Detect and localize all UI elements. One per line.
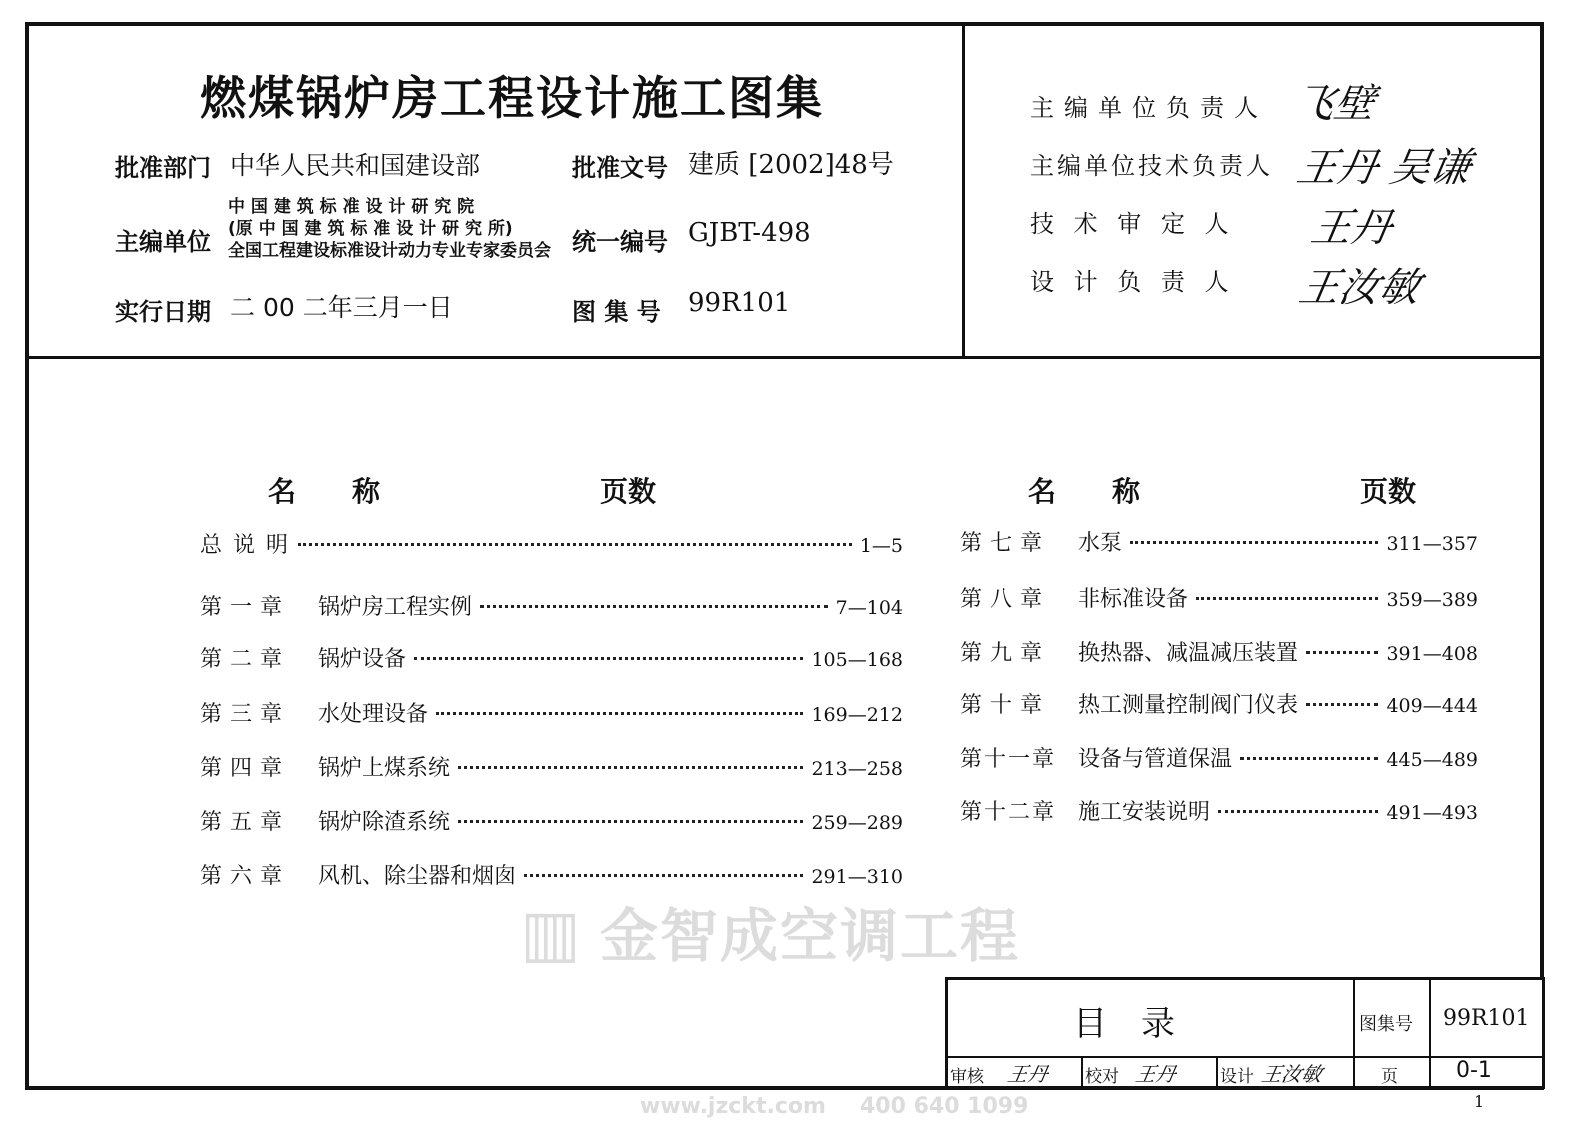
leader-dots xyxy=(524,874,803,877)
responsible-label: 主编单位负责人 xyxy=(1030,94,1268,122)
toc-row xyxy=(200,697,903,728)
toc-pages: 391—408 xyxy=(1386,643,1478,665)
toc-name: 水泵 xyxy=(1078,531,1123,556)
editor-units xyxy=(228,196,551,262)
toc-row xyxy=(200,751,903,782)
toc-chapter: 第一章 xyxy=(200,595,291,620)
watermark-url: www.jzckt.com xyxy=(640,1094,826,1119)
toc-row xyxy=(200,528,903,559)
toc-name: 非标准设备 xyxy=(1078,587,1189,612)
toc-pages: 491—493 xyxy=(1386,802,1478,824)
toc-pages: 445—489 xyxy=(1386,749,1478,771)
toc-chapter: 第八章 xyxy=(960,587,1051,612)
sheet-title: 目 录 xyxy=(1073,1004,1175,1044)
leader-dots xyxy=(1130,541,1378,544)
page-no: 0-1 xyxy=(1456,1058,1492,1083)
atlas-no-label: 图集号 xyxy=(1359,1014,1413,1035)
toc-name-header: 名 称 xyxy=(1028,475,1141,508)
signature: 飞壁 xyxy=(1290,81,1379,127)
toc-row xyxy=(960,688,1478,719)
toc-pages: 291—310 xyxy=(811,866,903,888)
watermark-name: 金智成空调工程 xyxy=(600,902,1021,970)
toc-row xyxy=(200,805,903,836)
leader-dots xyxy=(1306,703,1378,706)
atlas-no-label: 图 集 号 xyxy=(572,298,661,326)
toc-pages: 105—168 xyxy=(811,649,903,671)
toc-pages: 213—258 xyxy=(811,758,903,780)
signature: 王丹 吴谦 xyxy=(1293,145,1475,191)
page-label: 页 xyxy=(1381,1067,1398,1087)
signature: 王汝敏 xyxy=(1295,265,1424,311)
toc-chapter: 第九章 xyxy=(960,641,1051,666)
toc-name: 换热器、减温减压装置 xyxy=(1078,641,1299,666)
page-number: 1 xyxy=(1474,1092,1485,1111)
toc-name: 锅炉设备 xyxy=(318,647,407,672)
responsible-label: 技 术 审 定 人 xyxy=(1030,210,1235,238)
leader-dots xyxy=(436,712,803,715)
unified-no: GJBT-498 xyxy=(688,218,811,248)
toc-name: 施工安装说明 xyxy=(1078,800,1211,825)
toc-pages: 409—444 xyxy=(1386,695,1478,717)
toc-name: 锅炉除渣系统 xyxy=(318,810,451,835)
toc-name: 水处理设备 xyxy=(318,702,429,727)
toc-row xyxy=(960,582,1478,613)
toc-chapter: 第十二章 xyxy=(960,800,1057,825)
toc-row xyxy=(200,642,903,673)
editor-line: (原 中 国 建 筑 标 准 设 计 研 究 所) xyxy=(228,219,513,239)
atlas-no: 99R101 xyxy=(688,288,791,318)
leader-dots xyxy=(1240,757,1378,760)
toc-row xyxy=(960,742,1478,773)
atlas-title: 燃煤锅炉房工程设计施工图集 xyxy=(200,71,824,125)
design-label: 设计 xyxy=(1220,1067,1254,1087)
watermark-phone: 400 640 1099 xyxy=(860,1094,1029,1119)
toc-name: 风机、除尘器和烟囱 xyxy=(318,864,517,889)
approve-dept: 中华人民共和国建设部 xyxy=(230,151,481,180)
leader-dots xyxy=(414,657,803,660)
toc-row xyxy=(200,859,903,890)
toc-name: 设备与管道保温 xyxy=(1078,747,1233,772)
editor-line: 全国工程建设标准设计动力专业专家委员会 xyxy=(228,241,551,261)
approve-doc: 建质 [2002]48号 xyxy=(688,150,894,180)
check-label: 校对 xyxy=(1085,1067,1119,1087)
editor-label: 主编单位 xyxy=(115,228,211,256)
title-block xyxy=(945,977,1545,1089)
toc-name: 锅炉上煤系统 xyxy=(318,756,451,781)
effective-date: 二 00 二年三月一日 xyxy=(230,293,453,322)
leader-dots xyxy=(298,543,852,546)
toc-row xyxy=(960,795,1478,826)
toc-chapter: 第二章 xyxy=(200,647,291,672)
unified-no-label: 统一编号 xyxy=(572,228,668,256)
toc-pages: 359—389 xyxy=(1386,589,1478,611)
leader-dots xyxy=(1306,651,1378,654)
toc-row xyxy=(960,636,1478,667)
toc-pages: 169—212 xyxy=(811,704,903,726)
review-signature: 王丹 xyxy=(1005,1062,1050,1086)
check-signature: 王丹 xyxy=(1133,1062,1178,1086)
toc-chapter: 第四章 xyxy=(200,756,291,781)
approve-doc-label: 批准文号 xyxy=(572,154,668,182)
responsible-label: 设 计 负 责 人 xyxy=(1030,268,1235,296)
toc-name: 锅炉房工程实例 xyxy=(318,595,473,620)
toc-chapter: 第十一章 xyxy=(960,747,1057,772)
watermark-seal: ▥ xyxy=(520,897,581,971)
toc-chapter: 总 说 明 xyxy=(200,533,290,558)
header-bottom-line xyxy=(25,356,1540,359)
leader-dots xyxy=(458,766,803,769)
leader-dots xyxy=(458,820,803,823)
leader-dots xyxy=(480,605,828,608)
toc-pages: 311—357 xyxy=(1386,533,1478,555)
approve-dept-label: 批准部门 xyxy=(115,154,211,182)
header-divider xyxy=(962,22,965,358)
editor-line: 中 国 建 筑 标 准 设 计 研 究 院 xyxy=(228,197,475,217)
toc-row xyxy=(960,526,1478,557)
toc-chapter: 第六章 xyxy=(200,864,291,889)
toc-chapter: 第七章 xyxy=(960,531,1051,556)
toc-chapter: 第十章 xyxy=(960,693,1051,718)
design-signature: 王汝敏 xyxy=(1259,1062,1324,1086)
toc-pages-header: 页数 xyxy=(600,475,657,508)
toc-pages: 1—5 xyxy=(859,535,903,557)
toc-pages-header: 页数 xyxy=(1360,475,1417,508)
review-label: 审核 xyxy=(950,1067,984,1087)
toc-row xyxy=(200,590,903,621)
toc-chapter: 第三章 xyxy=(200,702,291,727)
toc-pages: 259—289 xyxy=(811,812,903,834)
toc-name-header: 名 称 xyxy=(268,475,381,508)
leader-dots xyxy=(1218,810,1378,813)
responsible-label: 主编单位技术负责人 xyxy=(1030,152,1273,180)
atlas-no: 99R101 xyxy=(1443,1006,1530,1031)
toc-pages: 7—104 xyxy=(835,597,903,619)
leader-dots xyxy=(1196,597,1378,600)
date-label: 实行日期 xyxy=(115,298,211,326)
toc-name: 热工测量控制阀门仪表 xyxy=(1078,693,1299,718)
signature: 王丹 xyxy=(1307,205,1396,251)
toc-chapter: 第五章 xyxy=(200,810,291,835)
